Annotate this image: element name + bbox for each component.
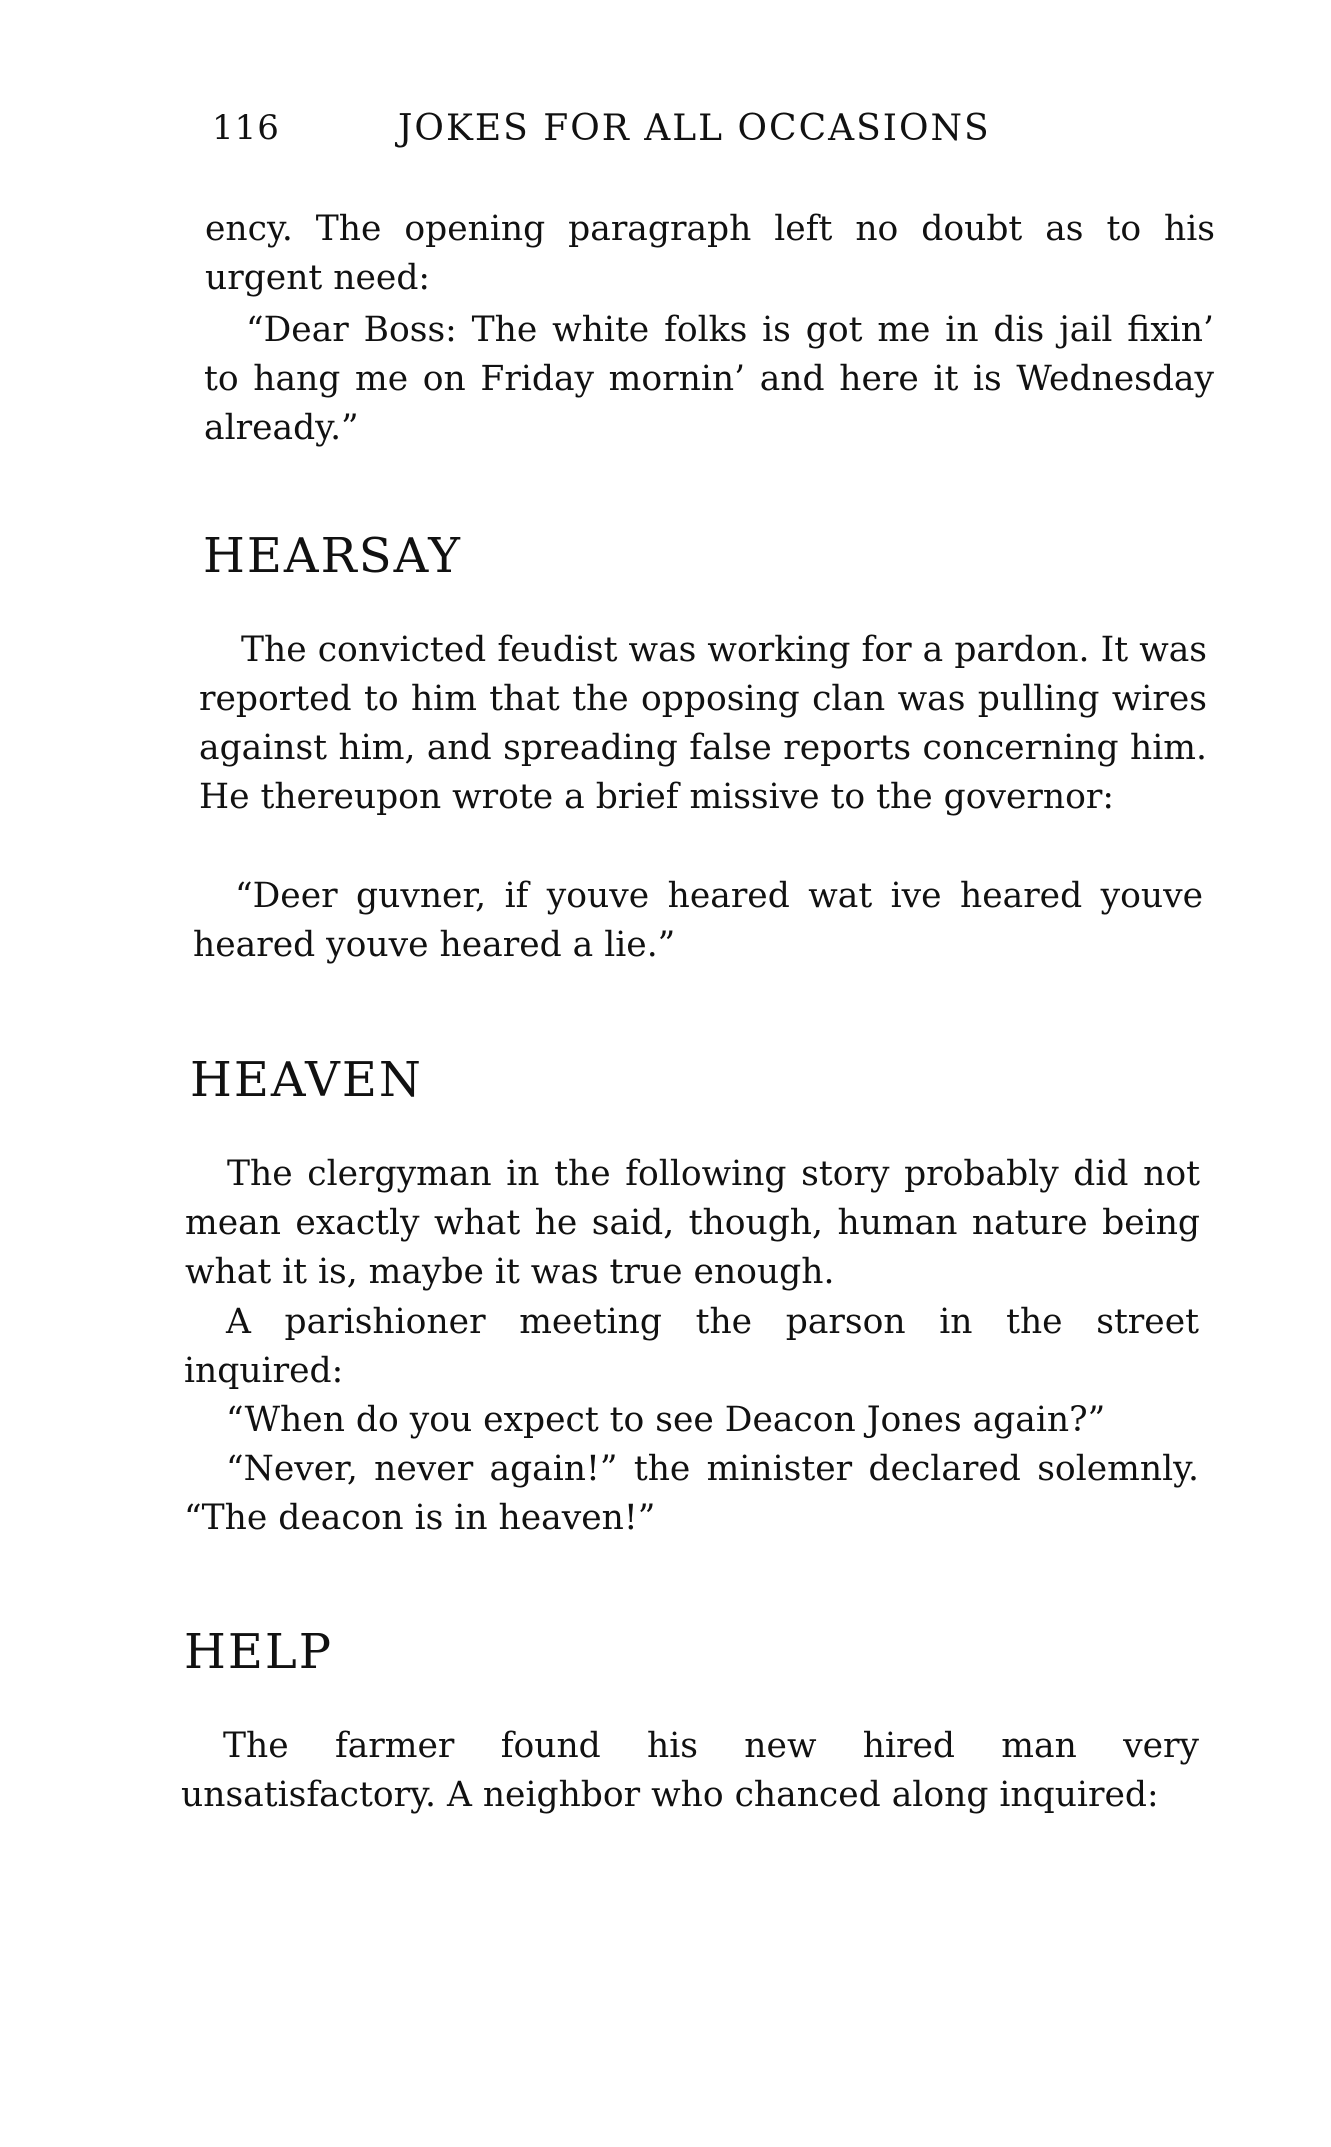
paragraph-hearsay-story: The convicted feudist was working for a pardon. It was reported to him that the opposing clan was pulling wires against him, and spreading false reports concerning him. He thereupon wrote a brief missive to the governor: — [199, 630, 1207, 817]
paragraph-heaven-intro: The clergyman in the following story probably did not mean exactly what he said, though, human nature being what it is, maybe it was true enough. — [185, 1154, 1200, 1292]
paragraph-heaven-parishioner: A parishioner meeting the parson in the street inquired: — [184, 1302, 1199, 1391]
paragraph-quote-dear-boss: “Dear Boss: The white folks is got me in dis jail fixin’ to hang me on Friday mornin’ and here it is Wednesday already.” — [204, 310, 1214, 448]
paragraph-help-story: The farmer found his new hired man very unsatisfactory. A neighbor who chanced along inquired: — [181, 1726, 1199, 1815]
section-heading-help: HELP — [184, 1624, 334, 1680]
section-heading-heaven: HEAVEN — [190, 1052, 423, 1108]
paragraph-heaven-question: “When do you expect to see Deacon Jones again?” — [226, 1400, 1106, 1440]
paragraph-continuation: ency. The opening paragraph left no doubt as to his urgent need: — [205, 209, 1215, 298]
running-title: JOKES FOR ALL OCCASIONS — [398, 108, 991, 149]
page-number: 116 — [212, 108, 280, 148]
paragraph-hearsay-quote: “Deer guvner, if youve heared wat ive heared youve heared youve heared a lie.” — [193, 876, 1203, 965]
paragraph-heaven-answer: “Never, never again!” the minister declared solemnly. “The deacon is in heaven!” — [184, 1449, 1199, 1538]
section-heading-hearsay: HEARSAY — [203, 528, 462, 584]
page-header — [212, 108, 1132, 158]
